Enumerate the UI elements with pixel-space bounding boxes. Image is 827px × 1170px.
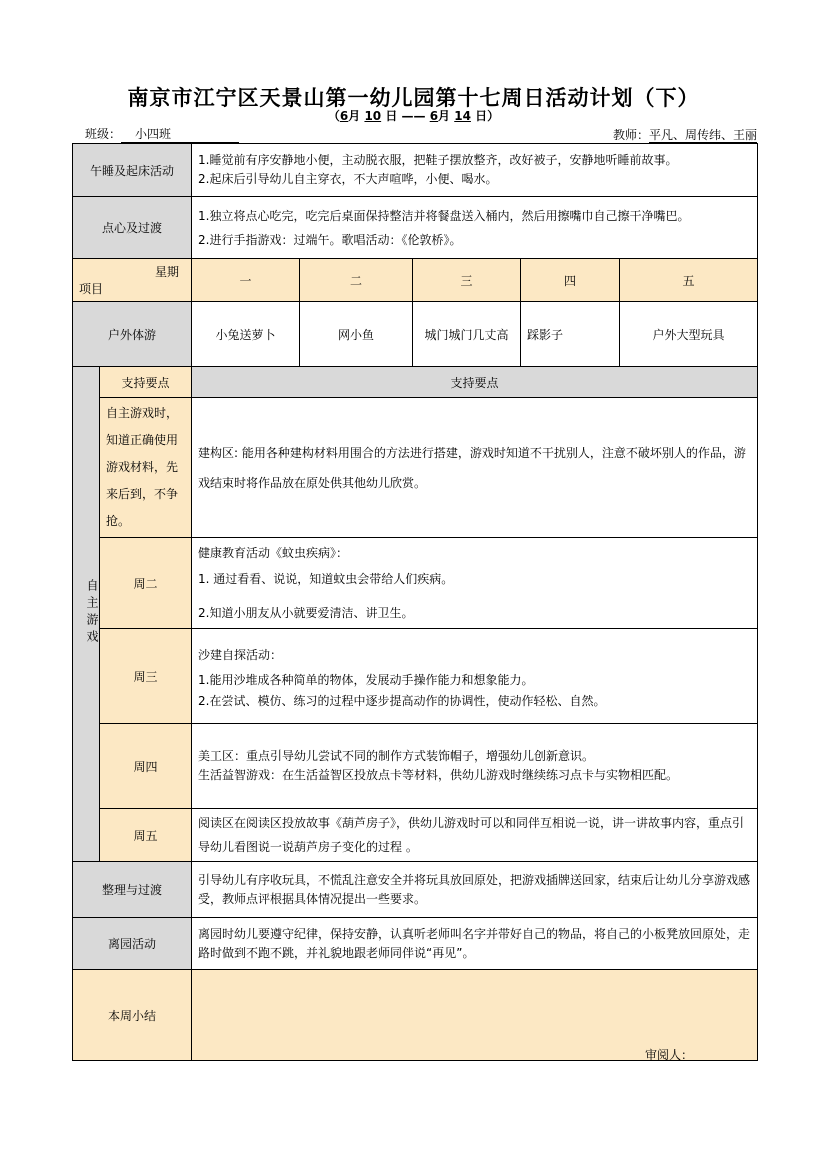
tuesday-content	[192, 538, 758, 629]
row-outdoor-games	[73, 302, 758, 367]
outdoor-label: 户外体游	[73, 302, 192, 367]
class-field	[72, 125, 239, 143]
row-free-play-intro	[73, 398, 758, 538]
row-free-play-friday	[73, 809, 758, 862]
date-range-subtitle	[0, 107, 827, 124]
class-value: 小四班	[121, 125, 239, 143]
outdoor-thu: 踩影子	[521, 302, 620, 367]
rest-line-2: 2.起床后引导幼儿自主穿衣，不大声喧哗，小便、喝水。	[198, 172, 498, 186]
end-month: 6	[429, 109, 439, 123]
corner-item-label: 项目	[79, 282, 104, 296]
row-week-header	[73, 259, 758, 302]
end-day: 14	[454, 109, 471, 123]
outdoor-fri: 户外大型玩具	[620, 302, 758, 367]
snack-line-2: 2.进行手指游戏：过端午。歌唱活动：《伦敦桥》。	[198, 232, 462, 247]
friday-content: 阅读区在阅读区投放故事《葫芦房子》，供幼儿游戏时可以和同伴互相说一说，讲一讲故事内容，重点引导幼儿看图说一说葫芦房子变化的过程 。	[192, 809, 758, 862]
wednesday-line-1: 沙建自探活动：	[198, 647, 283, 662]
start-month: 6	[339, 109, 349, 123]
month-char-2: 月	[438, 109, 455, 123]
row-tidy-transition	[73, 862, 758, 918]
subtitle-open: （	[327, 109, 340, 123]
leave-label: 离园活动	[73, 918, 192, 970]
rest-line-1: 1.睡觉前有序安静地小便，主动脱衣服，把鞋子摆放整齐，改好被子，安静地听睡前故事。	[198, 153, 678, 167]
tidy-label: 整理与过渡	[73, 862, 192, 918]
tuesday-line-3: 2.知道小朋友从小就要爱清洁、讲卫生。	[198, 606, 414, 620]
dash-separator: 日 ——	[381, 109, 430, 123]
support-points-header: 支持要点	[192, 367, 758, 398]
class-label: 班级：	[85, 127, 122, 141]
snack-line-1: 1.独立将点心吃完，吃完后桌面保持整洁并将餐盘送入桶内，然后用擦嘴巾自己擦干净嘴巴。	[198, 208, 690, 223]
start-day: 10	[364, 109, 382, 123]
thursday-line-1: 美工区：重点引导幼儿尝试不同的制作方式装饰帽子，增强幼儿创新意识。	[198, 749, 595, 763]
reviewer-field: 审阅人：	[645, 1048, 694, 1062]
friday-label: 周五	[100, 809, 192, 862]
wednesday-label: 周三	[100, 629, 192, 724]
month-char: 月	[348, 109, 365, 123]
snack-label: 点心及过渡	[73, 197, 192, 259]
free-play-intro-label: 自主游戏时，知道正确使用游戏材料，先来后到，不争抢。	[100, 398, 192, 538]
teacher-label: 教师：	[612, 128, 649, 142]
outdoor-wed: 城门城门几丈高	[413, 302, 521, 367]
row-free-play-wednesday	[73, 629, 758, 724]
snack-content	[192, 197, 758, 259]
tidy-content: 引导幼儿有序收玩具，不慌乱注意安全并将玩具放回原处，把游戏插牌送回家，结束后让幼儿分享游戏感受，教师点评根据具体情况提出一些要求。	[192, 862, 758, 918]
outdoor-tue: 网小鱼	[300, 302, 413, 367]
thursday-line-2: 生活益智游戏：在生活益智区投放点卡等材料，供幼儿游戏时继续练习点卡与实物相匹配。	[198, 768, 679, 782]
meta-line	[72, 125, 757, 143]
tuesday-label: 周二	[100, 538, 192, 629]
support-points-left-label: 支持要点	[100, 367, 192, 398]
tuesday-line-1: 健康教育活动《蚊虫疾病》：	[198, 546, 349, 560]
day-header-wed: 三	[413, 259, 521, 302]
row-rest-activity	[73, 144, 758, 197]
wednesday-line-3: 2.在尝试、模仿、练习的过程中逐步提高动作的协调性，使动作轻松、自然。	[198, 693, 606, 708]
thursday-label: 周四	[100, 724, 192, 809]
subtitle-close: 日）	[470, 109, 500, 123]
free-play-side-label: 自主游戏	[85, 578, 99, 647]
wednesday-content	[192, 629, 758, 724]
row-snack-transition	[73, 197, 758, 259]
free-play-side-label-cell	[73, 367, 100, 862]
row-free-play-tuesday	[73, 538, 758, 629]
leave-content: 离园时幼儿要遵守纪律，保持安静，认真听老师叫名字并带好自己的物品，将自己的小板凳放回原处，走路时做到不跑不跳，并礼貌地跟老师同伴说“再见”。	[192, 918, 758, 970]
corner-cell	[73, 259, 192, 302]
thursday-content	[192, 724, 758, 809]
wednesday-line-2: 1.能用沙堆成各种简单的物体，发展动手操作能力和想象能力。	[198, 672, 534, 687]
outdoor-mon: 小兔送萝卜	[192, 302, 300, 367]
row-support-header	[73, 367, 758, 398]
day-header-fri: 五	[620, 259, 758, 302]
summary-label: 本周小结	[73, 970, 192, 1061]
page-title: 南京市江宁区天景山第一幼儿园第十七周日活动计划（下）	[127, 86, 700, 110]
corner-week-label: 星期	[155, 265, 180, 279]
teacher-field	[613, 126, 757, 143]
day-header-thu: 四	[521, 259, 620, 302]
free-play-intro-content: 建构区: 能用各种建构材料用围合的方法进行搭建，游戏时知道不干扰别人，注意不破坏别人的作品，游戏结束时将作品放在原处供其他幼儿欣赏。	[192, 398, 758, 538]
row-leave-activity	[73, 918, 758, 970]
day-header-mon: 一	[192, 259, 300, 302]
weekly-plan-table	[72, 143, 758, 1061]
day-header-tue: 二	[300, 259, 413, 302]
row-free-play-thursday	[73, 724, 758, 809]
rest-activity-label: 午睡及起床活动	[73, 144, 192, 197]
teacher-value: 平凡、周传纬、王丽	[648, 128, 757, 142]
tuesday-line-2: 1. 通过看看、说说，知道蚊虫会带给人们疾病。	[198, 572, 454, 586]
rest-activity-content	[192, 144, 758, 197]
